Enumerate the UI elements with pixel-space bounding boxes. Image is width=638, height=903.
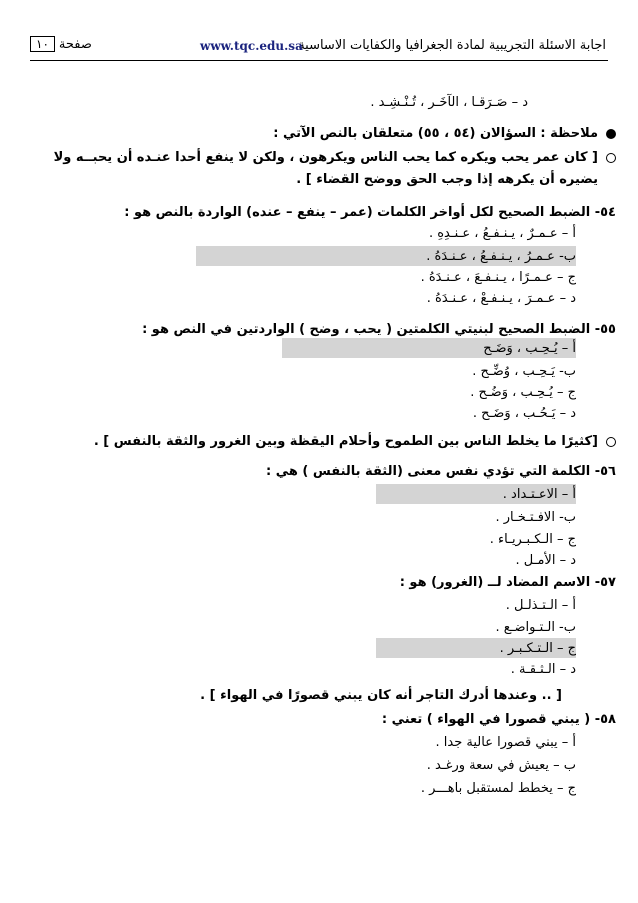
question-54: ٥٤- الضبط الصحيح لكل أواخر الكلمات (عمر – ينفع – عنده) الواردة بالنص هو : <box>124 205 616 220</box>
page-indicator <box>30 36 92 52</box>
q58-option-c[interactable]: ج – يخطط لمستقبل باهـــر . <box>420 781 576 796</box>
note-line <box>273 126 616 141</box>
q55-option-a[interactable]: أ – يُـحِـب ، وَضَـح <box>483 341 576 356</box>
q54-option-a[interactable]: أ – عـمـرٌ ، يـنـفـعُ ، عـنـدِهِ . <box>428 226 576 241</box>
q55-option-b[interactable]: ب- يَـحِـب ، وُضِّـح . <box>472 364 576 379</box>
passage-2 <box>94 434 616 449</box>
circle-bullet-icon <box>606 153 616 163</box>
q56-option-c[interactable]: ج – الـكـبـريـاء . <box>489 532 576 547</box>
question-55: ٥٥- الضبط الصحيح لبنيتي الكلمتين ( يحب ، وضح ) الواردتين في النص هو : <box>142 322 616 337</box>
q57-option-d[interactable]: د – الـثـقـة . <box>510 662 576 677</box>
q55-option-c[interactable]: ج – يُـحِـب ، وَضُـح . <box>470 385 576 400</box>
page-number: ١٠ <box>30 36 55 52</box>
question-58: ٥٨- ( يبني قصورا في الهواء ) تعني : <box>381 712 616 727</box>
bullet-icon <box>606 129 616 139</box>
q56-option-d[interactable]: د – الأمـل . <box>515 553 576 568</box>
q58-option-a[interactable]: أ – يبني قصورا عالية جدا . <box>435 735 576 750</box>
top-option: د – صَـرَقـا ، الآخَـر ، تُـنْـشِـد . <box>370 95 528 110</box>
q56-option-b[interactable]: ب- الافـتـخـار . <box>495 510 576 525</box>
passage-1-text-1: [ كان عمر يحب ويكره كما يحب الناس ويكرهون ، ولكن لا ينفع أحدا عنـده أن يحبــه ولا <box>53 150 598 165</box>
passage-3: [ .. وعندها أدرك التاجر أنه كان يبني قصورًا في الهواء ] . <box>200 688 562 703</box>
header-title: اجابة الاسئلة التجريبية لمادة الجغرافيا والكفايات الاساسية <box>298 38 606 53</box>
question-56: ٥٦- الكلمة التي تؤدي نفس معنى (الثقة بالنفس ) هي : <box>265 464 616 479</box>
q57-option-a[interactable]: أ – الـتـذلـل . <box>505 598 576 613</box>
q55-option-d[interactable]: د – يَـحُـب ، وَضَـح . <box>472 406 576 421</box>
passage-2-text: [كثيرًا ما يخلط الناس بين الطموح وأحلام اليقظة وبين الغرور والثقة بالنفس ] . <box>93 434 598 449</box>
q58-option-b[interactable]: ب – يعيش في سعة ورغـد . <box>426 758 576 773</box>
q56-option-a[interactable]: أ – الاعـتـداد . <box>502 487 576 502</box>
page-header <box>30 34 608 61</box>
note-text: ملاحظة : السؤالان (٥٤ ، ٥٥) متعلقان بالنص الآتي : <box>273 126 598 141</box>
page-label: صفحة <box>58 36 92 52</box>
q57-option-b[interactable]: ب- الـتـواضـع . <box>495 620 576 635</box>
q57-option-c[interactable]: ج – الـتـكـبـر . <box>499 641 576 656</box>
passage-1-line-2: يضيره أن يكرهه إذا وجب الحق ووضح القضاء ] . <box>296 172 598 187</box>
question-57: ٥٧- الاسم المضاد لــ (الغرور) هو : <box>399 575 616 590</box>
q54-option-d[interactable]: د – عـمـرَ ، يـنـفـعْ ، عـنـدَهُ . <box>426 291 576 306</box>
circle-bullet-icon <box>606 437 616 447</box>
header-url[interactable]: www.tqc.edu.sa <box>200 39 303 53</box>
passage-1-line-1 <box>54 150 616 165</box>
q54-option-c[interactable]: ج – عـمـرًا ، يـنـفـعَ ، عـنـدَهُ . <box>420 270 576 285</box>
q54-option-b[interactable]: ب- عـمـرُ ، يـنـفـعُ ، عـنـدَهُ . <box>426 249 576 264</box>
